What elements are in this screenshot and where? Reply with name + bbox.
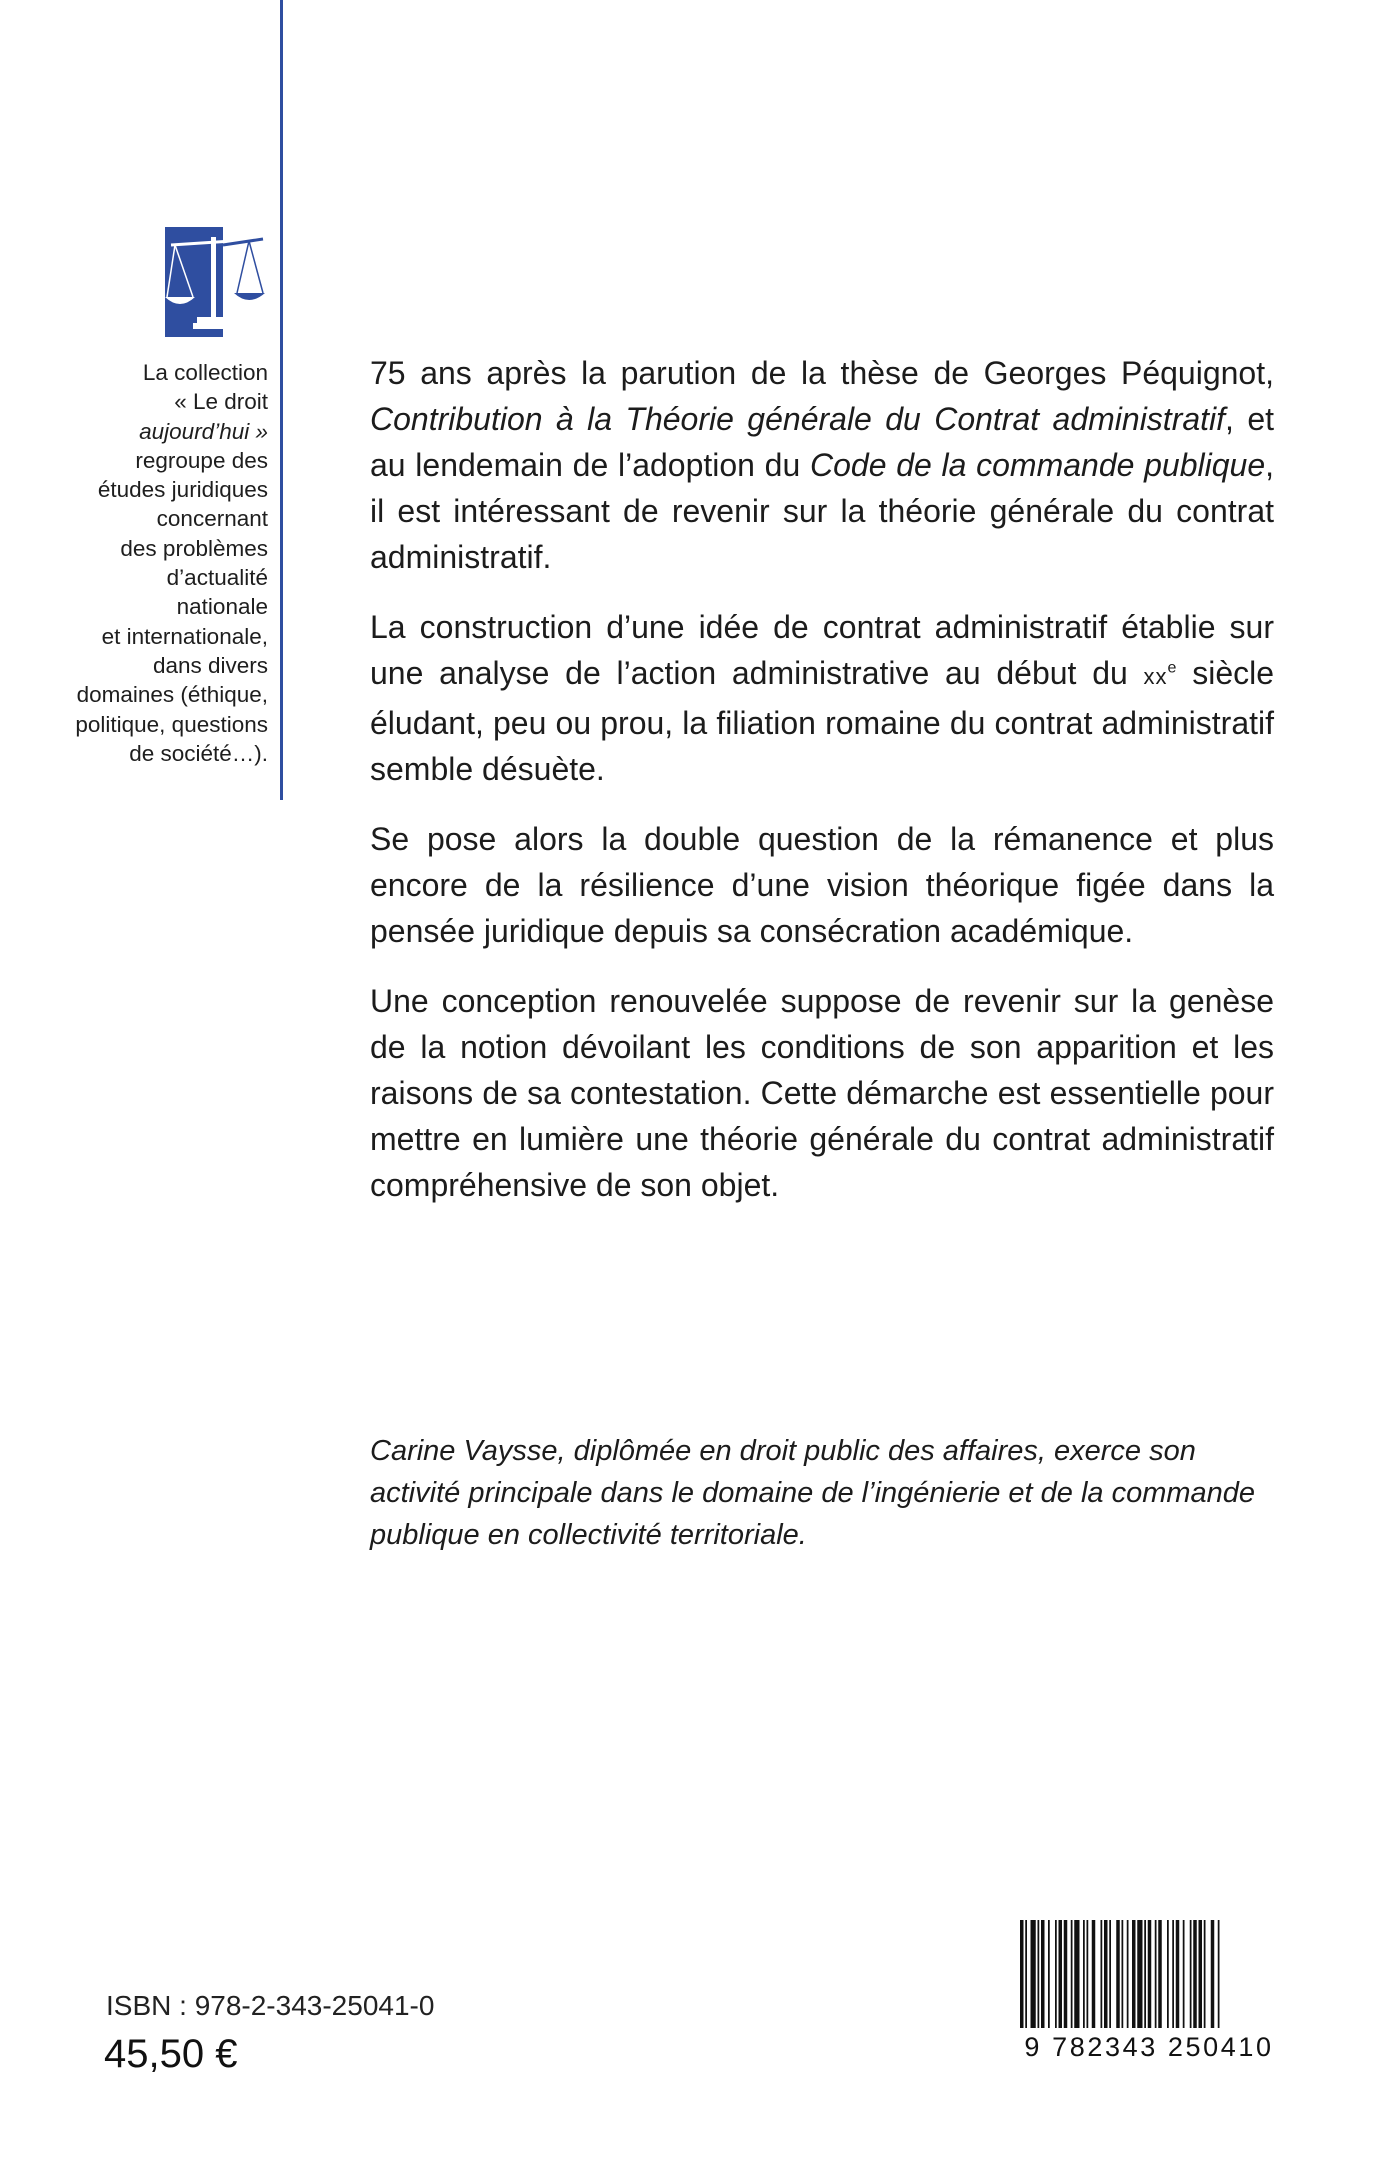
sidebar-line: « Le droit	[174, 389, 268, 415]
sidebar-line: regroupe des	[135, 447, 268, 473]
sidebar-line: d’actualité	[166, 565, 268, 591]
sidebar-line: nationale	[176, 594, 268, 620]
sidebar-line: aujourd’hui »	[139, 418, 268, 444]
scales-of-justice-icon	[165, 227, 265, 337]
sidebar-line: et internationale,	[101, 623, 268, 649]
sidebar-line: politique, questions	[75, 711, 268, 737]
sidebar-line: études juridiques	[97, 477, 268, 503]
collection-description	[40, 358, 268, 768]
sidebar-line: de société…).	[129, 740, 268, 766]
author-bio: Carine Vaysse, diplômée en droit public des affaires, exerce son activité principale dans le domaine de l’ingénierie et de la commande publique en collectivité territoriale.	[370, 1435, 1256, 1551]
sidebar-line: domaines (éthique,	[76, 682, 268, 708]
code-title: Code de la commande publique	[810, 447, 1266, 483]
price: 45,50 €	[104, 2032, 238, 2076]
barcode-number: 9 782343 250410	[1024, 2032, 1274, 2062]
sidebar-line: La collection	[142, 360, 268, 385]
summary-paragraph-3: Se pose alors la double question de la rémanence et plus encore de la résilience d’une vision théorique figée dans la pensée juridique depuis sa consécration académique.	[370, 821, 1274, 949]
thesis-title: Contribution à la Théorie générale du Contrat administratif	[370, 401, 1226, 437]
summary-paragraph-2: La construction d’une idée de contrat administratif établie sur une analyse de l’action administrative au début du $xx^e$ siècle éludant, peu ou prou, la filiation romaine du contrat administratif semble désuète.	[370, 609, 1275, 787]
summary-paragraph-4: Une conception renouvelée suppose de revenir sur la genèse de la notion dévoilant les conditions de son apparition et les raisons de sa contestation. Cette démarche est essentielle pour mettre en lumière une théorie générale du contrat administratif compréhensive de son objet.	[370, 983, 1274, 1203]
century-numeral: xx	[1143, 664, 1168, 689]
summary-paragraph-1: 75 ans après la parution de la thèse de Georges Péquignot, Contribution à la Théorie générale du Contrat administratif, et au lendemain de l’adoption du Code de la commande publique, il est intéressant de revenir sur la théorie générale du contrat administratif.	[370, 355, 1275, 575]
sidebar-line: des problèmes	[120, 535, 268, 561]
author-name: Carine Vaysse	[370, 1435, 558, 1467]
sidebar-line: dans divers	[152, 652, 268, 678]
isbn: ISBN : 978-2-343-25041-0	[106, 1990, 435, 2021]
back-cover-summary	[370, 350, 1274, 1232]
vertical-rule	[280, 0, 283, 800]
sidebar-line: concernant	[156, 506, 268, 532]
